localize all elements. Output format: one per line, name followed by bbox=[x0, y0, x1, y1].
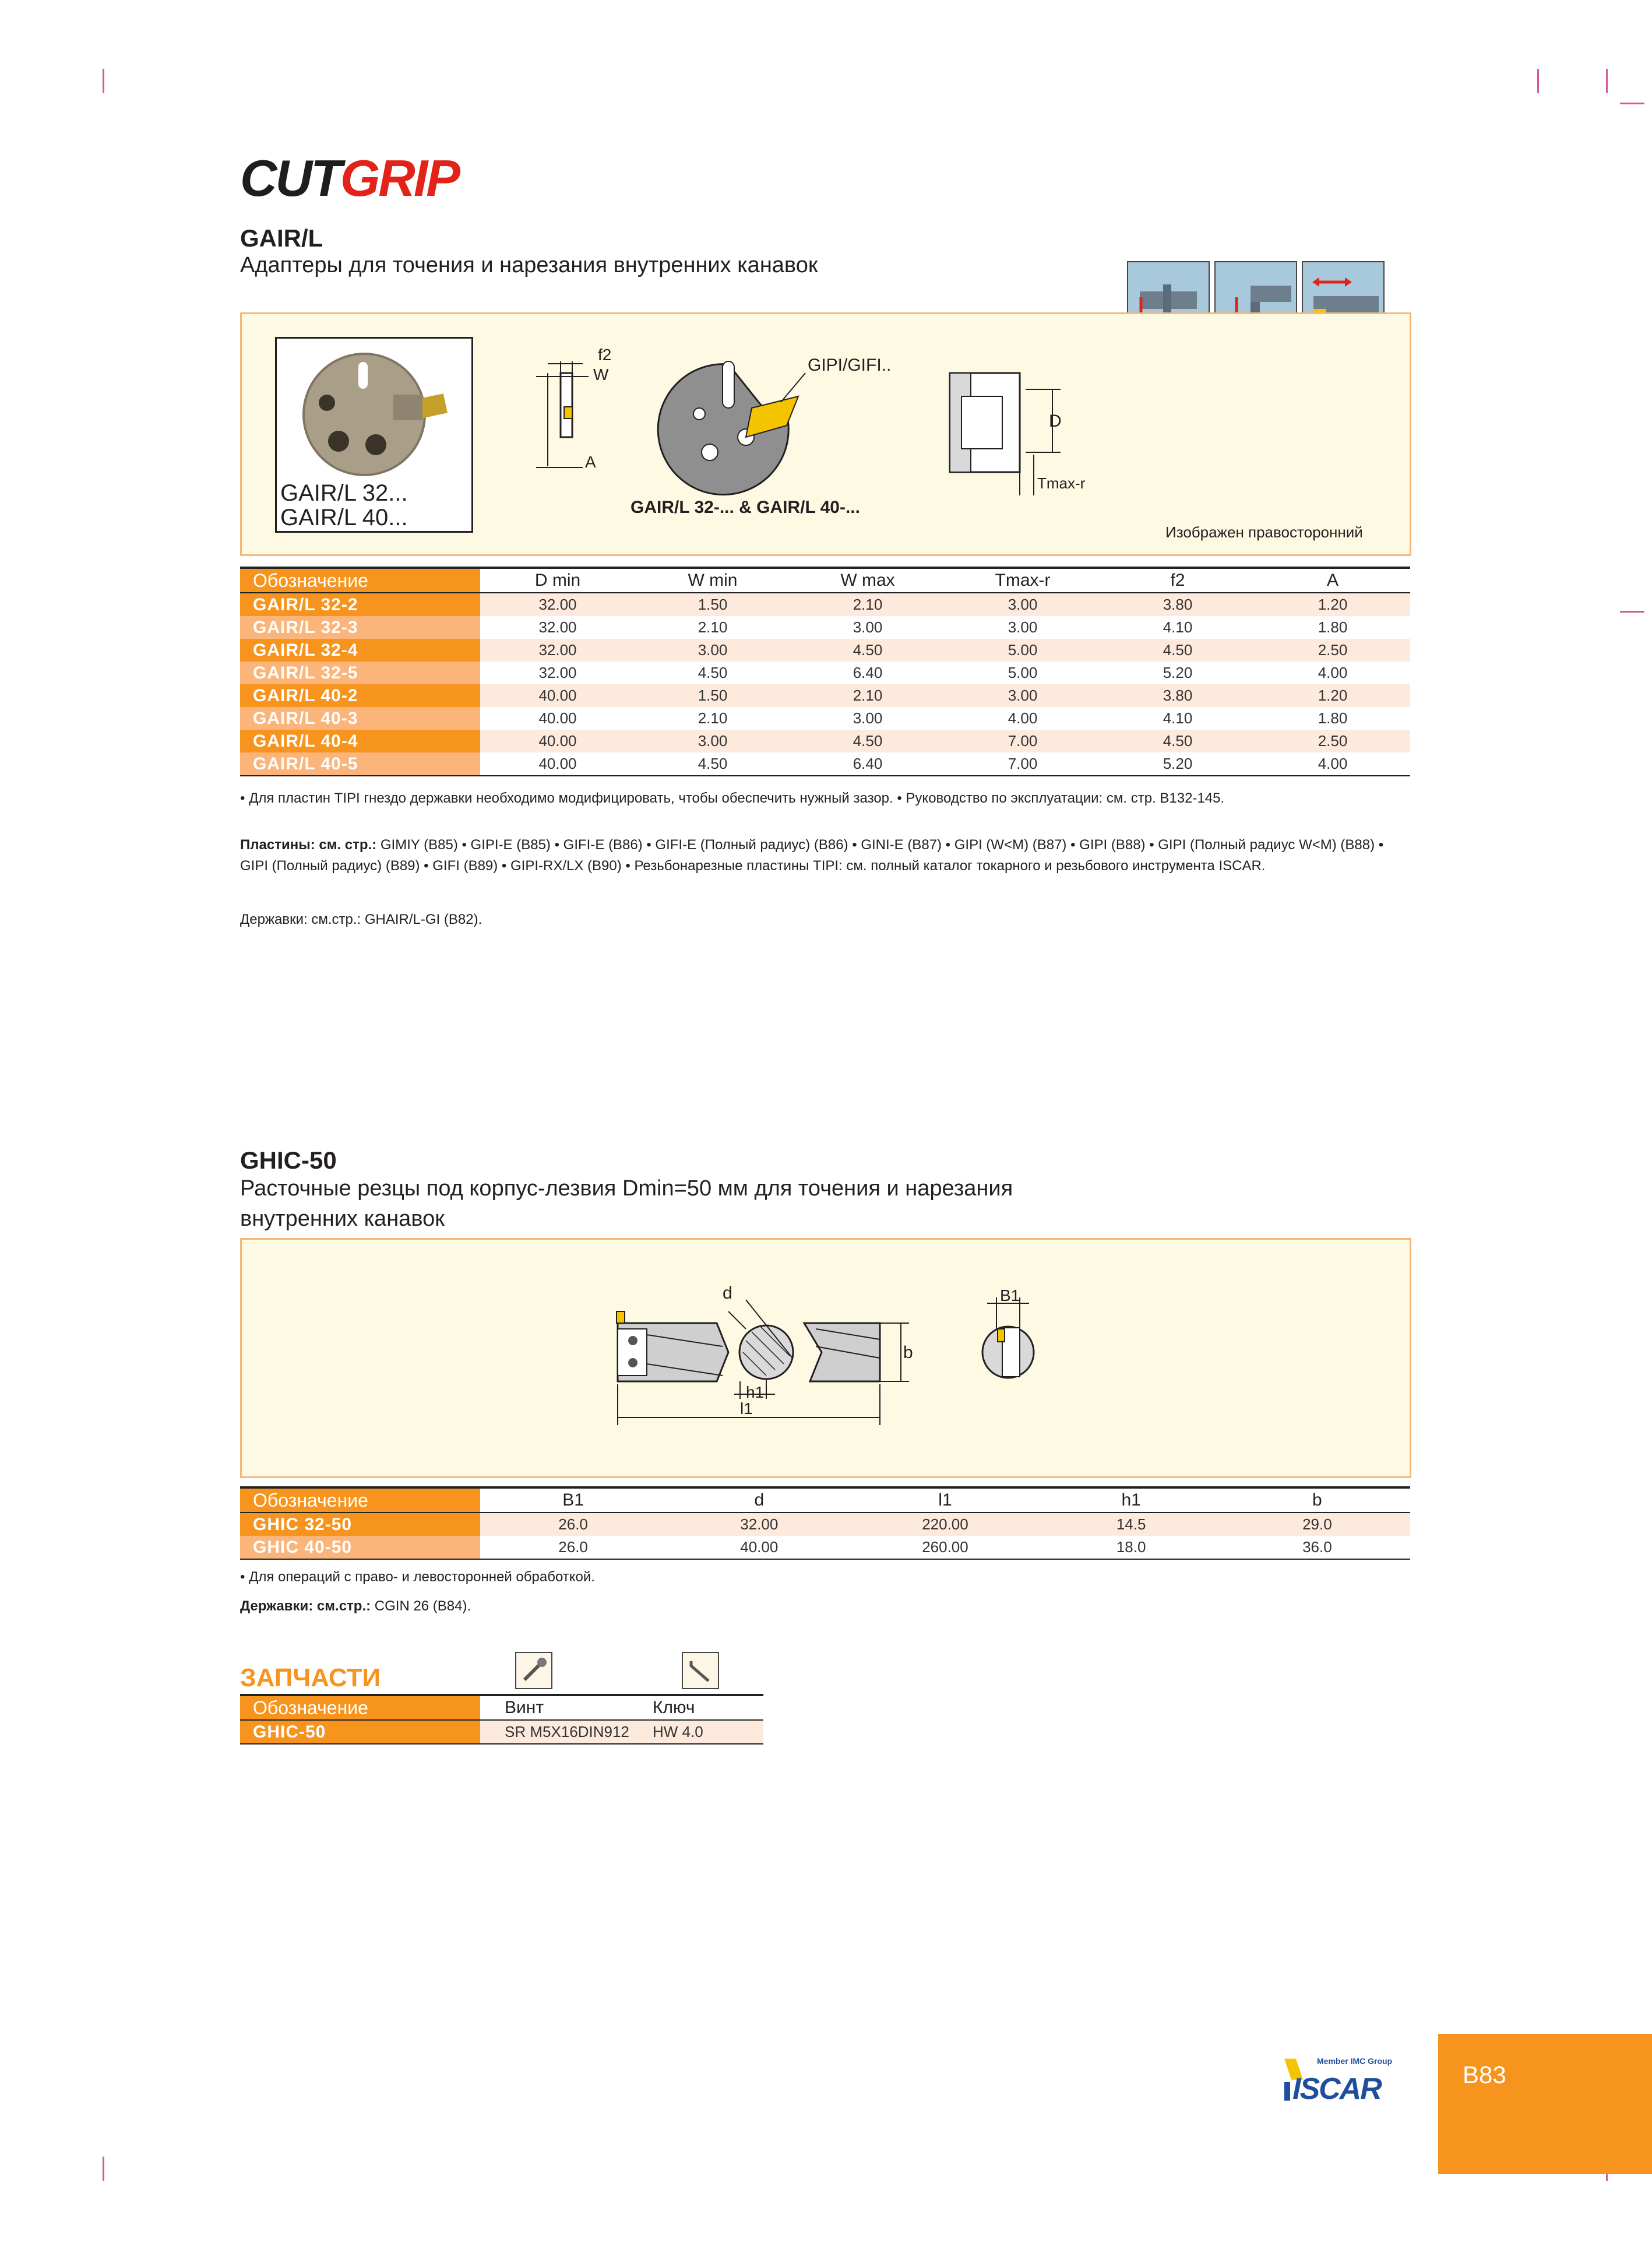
table-header-row bbox=[240, 1487, 1410, 1513]
section-code: GAIR/L bbox=[240, 224, 323, 252]
table-row bbox=[240, 730, 1410, 752]
cell: 1.20 bbox=[1255, 593, 1410, 616]
cell: 3.80 bbox=[1100, 593, 1255, 616]
cell-designation: GAIR/L 32-2 bbox=[240, 593, 480, 616]
cell-designation: GHIC 40-50 bbox=[240, 1536, 480, 1559]
cell: 3.00 bbox=[790, 616, 945, 639]
svg-text:D: D bbox=[1049, 411, 1062, 431]
cell-designation: GAIR/L 32-4 bbox=[240, 639, 480, 662]
page-number-box bbox=[1438, 2034, 1652, 2174]
cell: 4.10 bbox=[1100, 707, 1255, 730]
header-designation: Обозначение bbox=[240, 1487, 480, 1513]
svg-text:GIPI/GIFI..: GIPI/GIFI.. bbox=[808, 356, 892, 375]
crop-mark bbox=[1606, 69, 1608, 93]
cell: 1.80 bbox=[1255, 616, 1410, 639]
crop-mark bbox=[1537, 69, 1539, 93]
table-row bbox=[240, 662, 1410, 684]
spare-parts-table bbox=[240, 1694, 763, 1744]
cell-designation: GAIR/L 40-2 bbox=[240, 684, 480, 707]
cell: 3.00 bbox=[945, 616, 1100, 639]
cell: 40.00 bbox=[666, 1536, 852, 1559]
cell: 40.00 bbox=[480, 684, 635, 707]
cell: 14.5 bbox=[1038, 1513, 1224, 1536]
section-subtitle: Адаптеры для точения и нарезания внутренних канавок bbox=[240, 253, 818, 277]
cell: 4.00 bbox=[945, 707, 1100, 730]
cell: 40.00 bbox=[480, 730, 635, 752]
header-l1: l1 bbox=[852, 1487, 1038, 1513]
table-header-row bbox=[240, 1695, 763, 1720]
cell: 32.00 bbox=[480, 616, 635, 639]
cell: 3.00 bbox=[635, 730, 790, 752]
cut-grip-logo: CUTGRIP bbox=[240, 149, 459, 207]
cell: 3.00 bbox=[945, 684, 1100, 707]
key-icon bbox=[682, 1652, 719, 1689]
holders-list: CGIN 26 (B84). bbox=[371, 1598, 471, 1614]
inserts-note bbox=[240, 835, 1406, 877]
cell: 260.00 bbox=[852, 1536, 1038, 1559]
holders-note: Державки: см.стр.: GHAIR/L-GI (B82). bbox=[240, 912, 482, 927]
table-row bbox=[240, 707, 1410, 730]
cell: 2.10 bbox=[790, 684, 945, 707]
cell: 3.00 bbox=[945, 593, 1100, 616]
cell: 1.50 bbox=[635, 684, 790, 707]
cell: 2.50 bbox=[1255, 730, 1410, 752]
product-photo bbox=[275, 337, 473, 533]
svg-text:l1: l1 bbox=[740, 1399, 753, 1418]
header-f2: f2 bbox=[1100, 568, 1255, 593]
table-row bbox=[240, 752, 1410, 776]
cell: 5.20 bbox=[1100, 662, 1255, 684]
cell: 4.10 bbox=[1100, 616, 1255, 639]
cell: 2.10 bbox=[790, 593, 945, 616]
cell: 4.50 bbox=[1100, 730, 1255, 752]
section-subtitle-line1: Расточные резцы под корпус-лезвия Dmin=50 мм для точения и нарезания bbox=[240, 1176, 1013, 1201]
gair-technical-drawing bbox=[524, 338, 1119, 525]
spare-parts-title: ЗАПЧАСТИ bbox=[240, 1663, 381, 1692]
cell-designation: GHIC 32-50 bbox=[240, 1513, 480, 1536]
gair-spec-table bbox=[240, 567, 1410, 776]
svg-text:f2: f2 bbox=[598, 346, 612, 364]
ghic-holders-note bbox=[240, 1596, 1406, 1617]
screw-icon bbox=[515, 1652, 552, 1689]
table-row bbox=[240, 593, 1410, 616]
cell: 1.50 bbox=[635, 593, 790, 616]
cell-screw: SR M5X16DIN912 bbox=[480, 1720, 649, 1744]
cell: 3.00 bbox=[635, 639, 790, 662]
cell: 26.0 bbox=[480, 1513, 666, 1536]
ghic-spec-table bbox=[240, 1486, 1410, 1560]
cell: 6.40 bbox=[790, 752, 945, 776]
header-d: d bbox=[666, 1487, 852, 1513]
table-row bbox=[240, 684, 1410, 707]
crop-mark bbox=[1620, 103, 1644, 104]
cell: 2.50 bbox=[1255, 639, 1410, 662]
cell: 4.50 bbox=[1100, 639, 1255, 662]
cell-designation: GHIC-50 bbox=[240, 1720, 480, 1744]
holders-label: Державки: см.стр.: bbox=[240, 1598, 371, 1614]
cell: 18.0 bbox=[1038, 1536, 1224, 1559]
svg-text:A: A bbox=[585, 453, 596, 471]
header-a: A bbox=[1255, 568, 1410, 593]
inserts-list: GIMIY (B85) • GIPI-E (B85) • GIFI-E (B86) • GIFI-E (Полный радиус) (B86) • GINI-E (B87) • GIPI (W<M) (B87) • GIPI (B88) • GIPI (Полный радиус W<M) (B88) • GIPI (Полный радиус) (B89) • GIFI (B89) • GIPI-RX/LX (B90) • Резьбонарезные пластины TIPI: см. полный каталог токарного и резьбового инструмента ISCAR. bbox=[240, 837, 1384, 874]
cell: 4.00 bbox=[1255, 752, 1410, 776]
header-b: b bbox=[1224, 1487, 1410, 1513]
cell: 40.00 bbox=[480, 707, 635, 730]
cell: 36.0 bbox=[1224, 1536, 1410, 1559]
cell: 4.50 bbox=[635, 752, 790, 776]
header-dmin: D min bbox=[480, 568, 635, 593]
cell: 4.50 bbox=[790, 730, 945, 752]
table-row bbox=[240, 1720, 763, 1744]
header-tmax: Tmax-r bbox=[945, 568, 1100, 593]
cell: 3.80 bbox=[1100, 684, 1255, 707]
photo-caption-32: GAIR/L 32... bbox=[280, 480, 408, 506]
cell: 5.20 bbox=[1100, 752, 1255, 776]
operations-note: • Для операций с право- и левосторонней обработкой. bbox=[240, 1569, 595, 1585]
crop-mark bbox=[103, 2157, 104, 2181]
cell: 4.50 bbox=[635, 662, 790, 684]
adapter-photo-icon bbox=[277, 339, 471, 479]
cell-designation: GAIR/L 32-3 bbox=[240, 616, 480, 639]
cell: 4.50 bbox=[790, 639, 945, 662]
cell: 1.20 bbox=[1255, 684, 1410, 707]
cell: 32.00 bbox=[480, 662, 635, 684]
header-key: Ключ bbox=[649, 1695, 763, 1720]
cell: 26.0 bbox=[480, 1536, 666, 1559]
crop-mark bbox=[1620, 611, 1644, 613]
cell: 2.10 bbox=[635, 707, 790, 730]
cell: 5.00 bbox=[945, 662, 1100, 684]
cell-designation: GAIR/L 40-3 bbox=[240, 707, 480, 730]
ghic-technical-drawing bbox=[600, 1265, 1090, 1440]
table-row bbox=[240, 1513, 1410, 1536]
inserts-label: Пластины: см. стр.: bbox=[240, 837, 377, 853]
header-designation: Обозначение bbox=[240, 1695, 480, 1720]
iscar-logo bbox=[1282, 2056, 1404, 2106]
svg-text:Tmax-r: Tmax-r bbox=[1037, 474, 1086, 492]
svg-text:W: W bbox=[593, 365, 609, 384]
cell: 5.00 bbox=[945, 639, 1100, 662]
header-wmax: W max bbox=[790, 568, 945, 593]
table-header-row bbox=[240, 568, 1410, 593]
cell: 32.00 bbox=[666, 1513, 852, 1536]
svg-text:b: b bbox=[903, 1343, 913, 1362]
page-number: B83 bbox=[1463, 2061, 1506, 2088]
cell: 1.80 bbox=[1255, 707, 1410, 730]
header-designation: Обозначение bbox=[240, 568, 480, 593]
header-wmin: W min bbox=[635, 568, 790, 593]
drawing-caption: GAIR/L 32-... & GAIR/L 40-... bbox=[630, 498, 860, 517]
right-hand-note: Изображен правосторонний bbox=[1165, 523, 1363, 541]
cell-key: HW 4.0 bbox=[649, 1720, 763, 1744]
header-screw: Винт bbox=[480, 1695, 649, 1720]
cell: 7.00 bbox=[945, 730, 1100, 752]
cell: 40.00 bbox=[480, 752, 635, 776]
cell: 32.00 bbox=[480, 593, 635, 616]
cell: 6.40 bbox=[790, 662, 945, 684]
svg-text:h1: h1 bbox=[746, 1383, 765, 1401]
photo-caption-40: GAIR/L 40... bbox=[280, 505, 408, 530]
cell: 29.0 bbox=[1224, 1513, 1410, 1536]
cell: 4.00 bbox=[1255, 662, 1410, 684]
cell: 7.00 bbox=[945, 752, 1100, 776]
cell-designation: GAIR/L 40-5 bbox=[240, 752, 480, 776]
table-row bbox=[240, 616, 1410, 639]
header-b1: B1 bbox=[480, 1487, 666, 1513]
table-row bbox=[240, 1536, 1410, 1559]
section-code: GHIC-50 bbox=[240, 1146, 337, 1174]
member-text: Member IMC Group bbox=[1317, 2056, 1393, 2066]
section-subtitle-line2: внутренних канавок bbox=[240, 1207, 445, 1231]
crop-mark bbox=[103, 69, 104, 93]
cell: 220.00 bbox=[852, 1513, 1038, 1536]
company-name: ISCAR bbox=[1292, 2072, 1381, 2106]
svg-text:d: d bbox=[723, 1283, 732, 1303]
tipi-note: • Для пластин TIPI гнездо державки необходимо модифицировать, чтобы обеспечить нужный зазор. • Руководство по эксплуатации: см. стр. B132-145. bbox=[240, 790, 1225, 806]
cell-designation: GAIR/L 32-5 bbox=[240, 662, 480, 684]
cell-designation: GAIR/L 40-4 bbox=[240, 730, 480, 752]
cell: 32.00 bbox=[480, 639, 635, 662]
table-row bbox=[240, 639, 1410, 662]
header-h1: h1 bbox=[1038, 1487, 1224, 1513]
svg-text:B1: B1 bbox=[1000, 1286, 1020, 1304]
cell: 3.00 bbox=[790, 707, 945, 730]
cell: 2.10 bbox=[635, 616, 790, 639]
